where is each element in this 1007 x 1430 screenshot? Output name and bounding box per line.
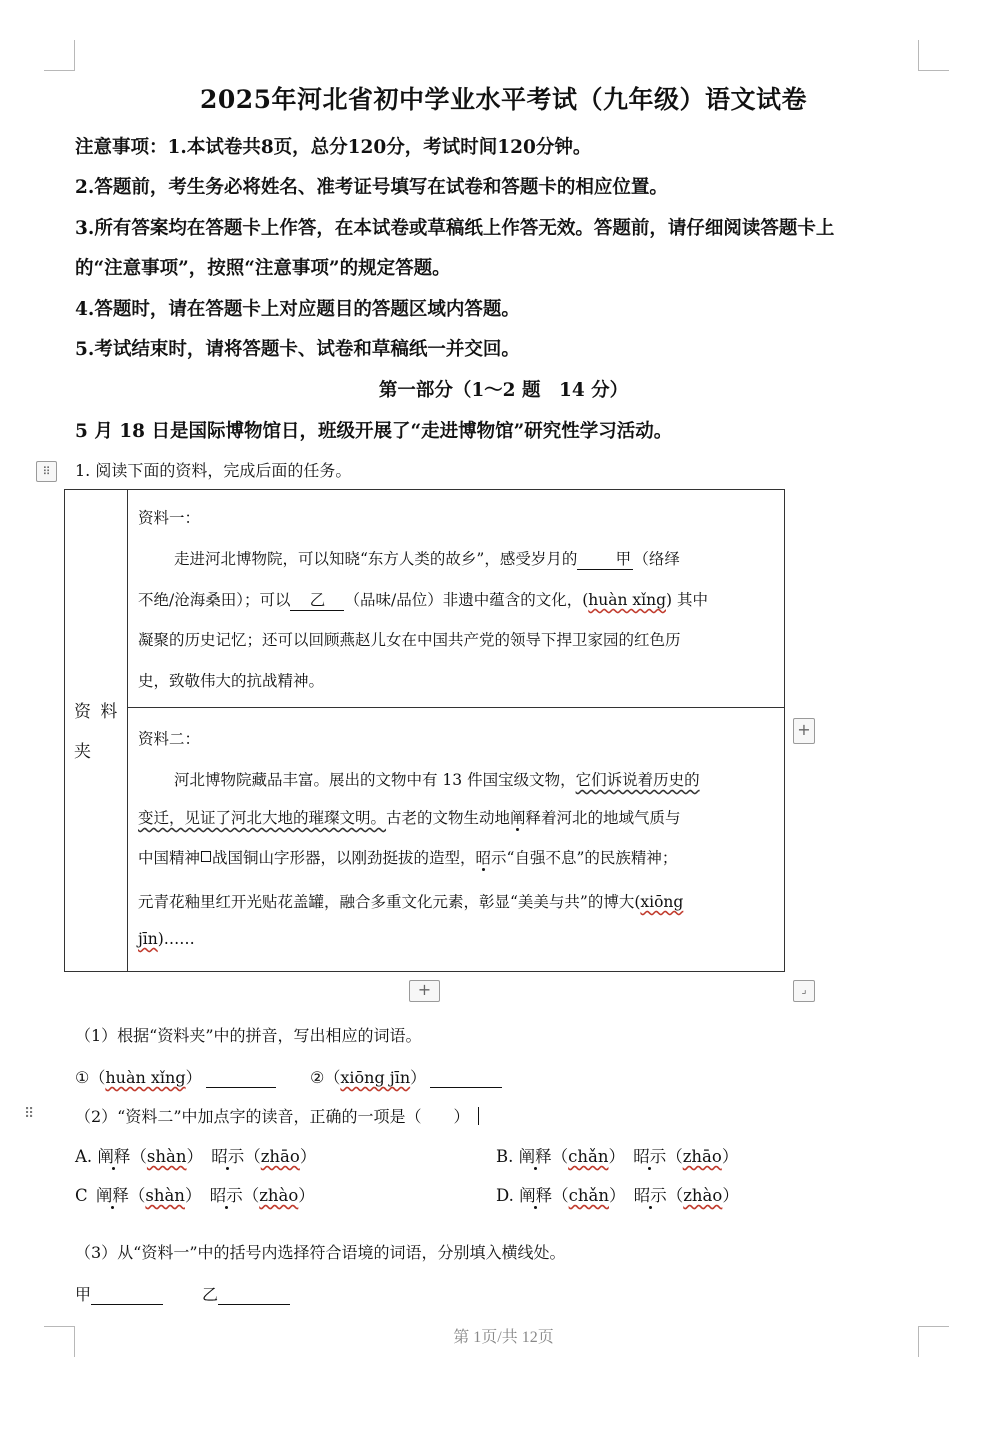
table-label-bottom: 夹 (74, 742, 93, 762)
add-column-plus-icon[interactable]: + (793, 718, 815, 744)
activity-intro: 5 月 18 日是国际博物馆日，班级开展了“走进博物馆”研究性学习活动。 (75, 421, 673, 442)
note-line-2: 2.答题前，考生务必将姓名、准考证号填写在试卷和答题卡的相应位置。 (75, 177, 668, 198)
option-b[interactable]: B. 阐释（chǎn） 昭示（zhāo） (496, 1147, 739, 1166)
sub3-answer-jia: 甲 (75, 1282, 163, 1305)
material-1-line-3: 凝聚的历史记忆；还可以回顾燕赵儿女在中国共产党的领导下捍卫家园的红色历 (138, 631, 681, 649)
pinyin-jin: jīn (138, 930, 158, 948)
blank-jia: 甲 (577, 547, 633, 570)
section-title: 第一部分（1～2 题 14 分） (378, 380, 629, 401)
page-number-footer: 第 1页/共 12页 (453, 1329, 554, 1346)
answer-blank-yi[interactable] (218, 1285, 290, 1305)
text-cursor (478, 1107, 479, 1125)
note-line-4: 的“注意事项”，按照“注意事项”的规定答题。 (75, 258, 451, 279)
material-1-line-1: 走进河北博物院，可以知晓“东方人类的故乡”，感受岁月的 甲 （络绎 (138, 547, 774, 570)
crop-mark-top-right (918, 40, 949, 71)
sub1-answer-a: ①（huàn xǐng） (75, 1065, 276, 1088)
question-1-stem: 1. 阅读下面的资料，完成后面的任务。 (75, 461, 352, 480)
missing-punctuation-box (201, 851, 211, 862)
sub-question-2: （2）“资料二”中加点字的读音，正确的一项是（ ） (75, 1104, 479, 1127)
material-2-line-2: 变迁，见证了河北大地的璀璨文明。古老的文物生动地阐释着河北的地域气质与 (138, 809, 681, 827)
dotted-char-chan: 阐 (510, 809, 526, 827)
answer-blank-jia[interactable] (91, 1285, 163, 1305)
sub1-answer-b: ②（xiōng jīn） (310, 1065, 502, 1088)
note-line-3: 3.所有答案均在答题卡上作答，在本试卷或草稿纸上作答无效。答题前，请仔细阅读答题卡上 (75, 218, 835, 239)
sub3-answer-yi: 乙 (202, 1282, 290, 1305)
note-line-6: 5.考试结束时，请将答题卡、试卷和草稿纸一并交回。 (75, 339, 520, 360)
add-row-plus-icon[interactable]: + (409, 980, 440, 1002)
note-line-1: 注意事项：1.本试卷共8页，总分120分，考试时间120分钟。 (75, 137, 592, 158)
option-d[interactable]: D. 阐释（chǎn） 昭示（zhào） (496, 1186, 739, 1205)
table-label-top: 资 料 (74, 702, 120, 722)
material-1-line-4: 史，致敬伟大的抗战精神。 (138, 672, 325, 690)
dotted-char-zhao: 昭 (475, 849, 492, 867)
note-line-5: 4.答题时，请在答题卡上对应题目的答题区域内答题。 (75, 299, 520, 320)
page-title: 2025年河北省初中学业水平考试（九年级）语文试卷 (199, 85, 808, 114)
answer-blank-a[interactable] (206, 1068, 276, 1088)
wavy-sentence-part-1: 它们诉说着历史的 (575, 771, 700, 789)
sub-question-1: （1）根据“资料夹”中的拼音，写出相应的词语。 (75, 1026, 422, 1045)
drag-handle-icon[interactable]: ⠿ (24, 1106, 35, 1122)
material-2-line-4: 元青花釉里红开光贴花盖罐，融合多重文化元素，彰显“美美与共”的博大(xiōng (138, 893, 684, 911)
pinyin-huanxing: huàn xǐng (588, 591, 666, 609)
table-row-divider (127, 707, 785, 708)
blank-yi: 乙 (290, 588, 344, 611)
answer-blank-b[interactable] (430, 1068, 502, 1088)
material-2-line-1: 河北博物院藏品丰富。展出的文物中有 13 件国宝级文物，它们诉说着历史的 (174, 771, 700, 789)
wavy-sentence-part-2: 变迁，见证了河北大地的璀璨文明。 (138, 809, 387, 827)
material-2-line-5: jīn)…… (138, 930, 195, 948)
material-1-line-2: 不绝/沧海桑田）；可以 乙 （品味/品位）非遗中蕴含的文化，(huàn xǐng) 其中 (138, 588, 774, 611)
material-2-line-3: 中国精神 战国铜山字形器，以刚劲挺拔的造型，昭示“自强不息”的民族精神； (138, 849, 678, 867)
sub-question-3: （3）从“资料一”中的括号内选择符合语境的词语，分别填入横线处。 (75, 1243, 566, 1262)
option-a[interactable]: A. 阐释（shàn） 昭示（zhāo） (75, 1147, 317, 1166)
table-resize-handle-icon[interactable]: ⌟ (793, 980, 815, 1002)
option-c[interactable]: C 阐释（shàn） 昭示（zhào） (75, 1186, 315, 1205)
table-column-divider (127, 489, 128, 972)
crop-mark-top-left (44, 40, 75, 71)
table-move-handle-icon[interactable]: ⠿ (36, 461, 57, 482)
pinyin-xiong: xiōng (640, 893, 684, 911)
material-1-heading: 资料一： (138, 509, 201, 527)
material-2-heading: 资料二： (138, 730, 201, 748)
